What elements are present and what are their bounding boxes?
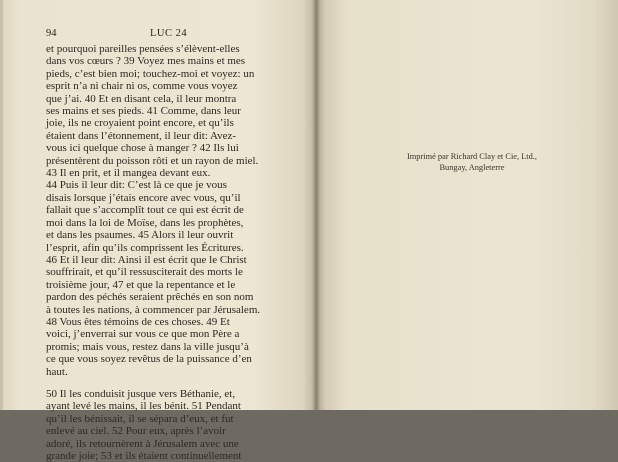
- text-line: adoré, ils retournèrent à Jérusalem avec une: [46, 437, 239, 450]
- page-edge: [0, 0, 3, 410]
- text-line: l’esprit, afin qu’ils comprissent les Écritures.: [46, 241, 244, 254]
- paragraph-gap: [46, 378, 292, 388]
- text-line: haut.: [46, 365, 68, 378]
- text-line: troisième jour, 47 et que la repentance et le: [46, 278, 236, 291]
- text-line: souffrirait, et qu’il ressusciterait des morts le: [46, 266, 243, 279]
- text-line: moi dans la loi de Moïse, dans les prophètes,: [46, 216, 244, 229]
- colophon-line: Bungay, Angleterre: [439, 163, 505, 172]
- text-line: que j’ai. 40 Et en disant cela, il leur montra: [46, 92, 237, 105]
- colophon-line: Imprimé par Richard Clay et Cie, Ltd.,: [406, 152, 537, 161]
- book-gutter: [312, 0, 320, 410]
- text-line: ce que vous soyez revêtus de la puissance d’en: [46, 353, 252, 366]
- text-line: qu’il les bénissait, il se sépara d’eux, et fut: [46, 412, 234, 425]
- text-line: pieds, c’est bien moi; touchez-moi et voyez: un: [46, 67, 255, 80]
- right-page: [316, 0, 618, 410]
- printer-colophon: [356, 151, 588, 173]
- text-line: vous ici quelque chose à manger ? 42 Ils lui: [46, 142, 239, 155]
- paragraph-verses-50-53: [46, 388, 292, 462]
- text-line: et dans les psaumes. 45 Alors il leur ouvrit: [46, 229, 234, 242]
- text-line: promis; mais vous, restez dans la ville jusqu’à: [46, 340, 249, 353]
- text-line: 46 Et il leur dit: Ainsi il est écrit que le Christ: [46, 253, 247, 266]
- body-text: [46, 43, 292, 462]
- page-number: 94: [46, 28, 57, 39]
- text-line: joie, ils ne croyaient point encore, et qu’ils: [46, 117, 234, 130]
- text-line: et pourquoi pareilles pensées s’élèvent-elles: [46, 43, 240, 55]
- running-head: LUC 24: [150, 28, 188, 39]
- page-header: [46, 28, 292, 42]
- text-line: enlevé au ciel. 52 Pour eux, après l’avoir: [46, 425, 226, 438]
- text-line: 44 Puis il leur dit: C’est là ce que je vous: [46, 179, 227, 192]
- text-line: 48 Vous êtes témoins de ces choses. 49 Et: [46, 315, 230, 328]
- text-line: fallait que s’accomplît tout ce qui est écrit de: [46, 204, 244, 217]
- text-line: esprit n’a ni chair ni os, comme vous voyez: [46, 80, 238, 93]
- text-line: 43 Il en prit, et il mangea devant eux.: [46, 167, 211, 180]
- text-line: à toutes les nations, à commencer par Jérusalem.: [46, 303, 261, 316]
- text-line: étaient dans l’étonnement, il leur dit: Avez-: [46, 129, 237, 142]
- text-line: ses mains et ses pieds. 41 Comme, dans leur: [46, 105, 241, 118]
- text-line: ayant levé les mains, il les bénit. 51 Pendant: [46, 400, 241, 413]
- text-line: disais lorsque j’étais encore avec vous, qu’il: [46, 191, 241, 204]
- paragraph-verses-38-49: [46, 43, 292, 378]
- text-line: pardon des péchés seraient prêchés en son nom: [46, 291, 254, 304]
- text-line: voici, j’enverrai sur vous ce que mon Père a: [46, 328, 240, 341]
- text-line: 50 Il les conduisit jusque vers Béthanie, et,: [46, 387, 236, 400]
- text-line: dans vos cœurs ? 39 Voyez mes mains et mes: [46, 55, 246, 68]
- text-line: grande joie; 53 et ils étaient continuellement: [46, 450, 242, 462]
- text-line: présentèrent du poisson rôti et un rayon de miel.: [46, 154, 259, 167]
